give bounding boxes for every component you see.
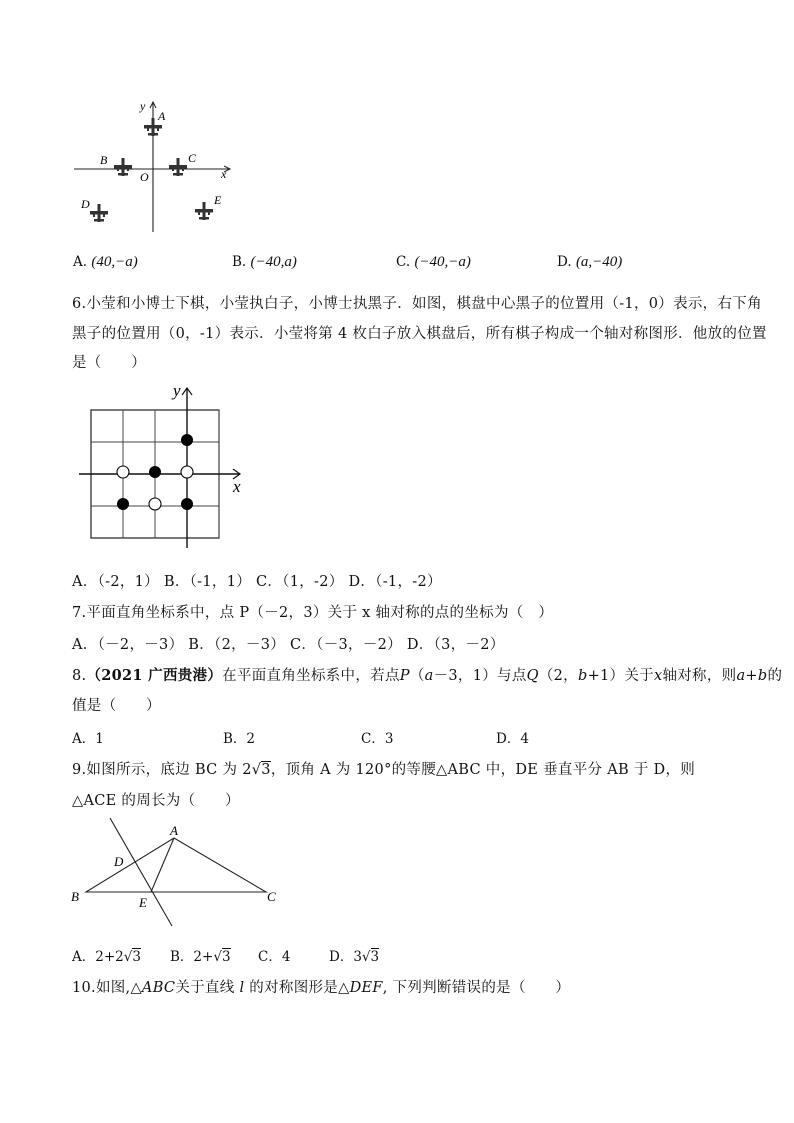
q5-option-c-value: (−40,−a) [414,254,471,270]
q5-option-d [557,254,622,271]
q9-option-b-rad: 3 [221,949,231,965]
q8-point-p: P [399,668,410,684]
plane-e-icon [195,202,213,220]
q8-option-d-letter: D． [496,731,521,747]
q10-text [72,976,570,997]
q8-option-d-value: 4 [520,731,529,747]
q8-var-a: a [424,668,434,684]
q8-text-b: （ [409,668,425,684]
black-stone [117,498,129,510]
q5-option-a-value: (40,−a) [91,254,138,270]
q5-plane-e-label: E [214,193,222,207]
q9-option-c [258,945,290,965]
q9-option-a-rad: 3 [132,949,141,965]
q8-sum-plus: + [745,668,758,684]
q9-text-b: ，顶角 A 为 120°的等腰△ABC 中，DE 垂直平分 AB 于 D，则 [270,762,696,778]
q8-point-q: Q [526,668,539,684]
q5-y-label: y [140,99,146,113]
q8-option-c [361,727,393,747]
black-stone [181,434,193,446]
q5-option-b-letter: B. [232,254,247,270]
q10-text-c: 的对称图形是△ [249,980,350,996]
q8-option-a-letter: A． [72,731,96,747]
q7-text: 7.平面直角坐标系中，点 P（－2，3）关于 x 轴对称的点的坐标为（ ） [72,605,554,621]
q8-x-axis-name: x [653,668,663,684]
q5-option-a-letter: A. [73,254,88,270]
q9-option-c-pre: 4 [281,949,291,965]
q9-option-c-letter: C． [258,949,282,965]
q8-option-d [496,727,529,747]
q9-text-line1 [72,758,695,779]
q8-text-d: （2， [538,668,578,684]
q9-option-a: A．2+2√3 [72,949,141,965]
q8-text-g: 的 [767,668,783,684]
q5-x-label: x [221,167,227,181]
plane-d-icon [90,204,108,222]
black-stone [181,498,193,510]
q5-option-c-letter: C. [396,254,411,270]
q8-var-b: b [577,668,588,684]
q9-label-d: D [114,854,124,869]
q8-text-c: －3，1）与点 [433,668,527,684]
q8-text-line2: 值是（ ） [72,698,161,714]
q9-label-b: B [71,889,79,904]
q8-option-b-value: 2 [246,731,256,747]
q9-option-a-pre: 2+2 [95,949,124,965]
q8-text-e: +1）关于 [587,668,654,684]
q8-text-a: 在平面直角坐标系中，若点 [222,668,400,684]
q5-plane-d-label: D [81,197,90,211]
q5-option-b-value: (−40,a) [250,254,297,270]
q9-option-d-rad: 3 [370,949,380,965]
black-stone [149,466,161,478]
q5-option-d-letter: D. [557,254,572,270]
q9-option-b-pre: 2+ [193,949,214,965]
white-stone [149,498,161,510]
q9-triangle-figure [66,816,286,934]
q5-option-a [73,254,138,271]
q5-plane-b-label: B [100,153,108,167]
q8-option-a [72,727,104,747]
q5-figure [70,96,240,236]
q5-plane-c-label: C [188,151,197,165]
white-stone [181,466,193,478]
q6-go-board-figure [76,380,256,552]
q10-text-a: 10.如图,△ [72,980,142,996]
q5-origin-label: O [140,170,149,184]
q5-option-b [232,254,297,271]
q9-root-coef: 2 [242,762,252,778]
q9-option-d: D．3√3 [329,949,380,965]
q6-text-line3: 是（ ） [72,355,146,371]
q9-label-c: C [267,889,276,904]
q9-option-b-letter: B． [170,949,194,965]
q10-text-b: 关于直线 [175,980,235,996]
q10-triangle-def: DEF [349,980,383,996]
q8-number: 8. [72,668,87,684]
q6-text-line1: 6.小莹和小博士下棋，小莹执白子，小博士执黑子．如图，棋盘中心黑子的位置用（-1，0）表示，右下角 [72,296,762,312]
q8-option-c-value: 3 [384,731,394,747]
q9-label-a: A [170,823,178,838]
q6-options: A．（-2，1） B．（-1，1） C．（1，-2） D．（-1，-2） [72,574,442,590]
q8-text-f: 轴对称，则 [662,668,737,684]
q8-option-b-letter: B． [223,731,247,747]
q9-segment-ae [151,838,174,892]
q9-text-a: 9.如图所示，底边 BC 为 [72,762,238,778]
q9-triangle-abc [86,838,266,892]
q6-y-label: y [173,381,181,400]
q8-text-line1 [72,664,782,685]
q8-option-a-value: 1 [95,731,104,747]
q9-base-length: 2√3 [242,762,271,778]
q8-source: （2021 广西贵港） [86,667,223,684]
plane-b-icon [114,158,132,176]
q9-label-e: E [139,895,147,910]
q6-text-line2: 黑子的位置用（0，-1）表示．小莹将第 4 枚白子放入棋盘后，所有棋子构成一个轴对称图形．他放的位置 [72,326,767,342]
q9-text-line2: △ACE 的周长为（ ） [72,793,240,809]
q6-x-label: x [233,477,241,496]
q10-text-d: , 下列判断错误的是（ ） [382,980,571,996]
q5-plane-a-label: A [158,109,166,123]
q8-sum-b: b [757,668,768,684]
q8-option-c-letter: C． [361,731,385,747]
q5-option-c [396,254,471,271]
white-stone [117,466,129,478]
q8-option-b [223,727,255,747]
q9-option-d-pre: 3 [353,949,362,965]
q10-line-l: l [239,980,245,996]
q5-option-d-value: (a,−40) [575,254,623,270]
q9-root-radicand: 3 [261,762,271,778]
q9-option-b: B．2+√3 [170,949,231,965]
q10-triangle-abc: ABC [141,980,176,996]
plane-c-icon [169,158,187,176]
q8-sum-a: a [736,668,746,684]
q9-option-d-letter: D． [329,949,354,965]
q7-options: A．（－2，－3） B．（2，－3） C．（－3，－2） D．（3，－2） [72,637,505,653]
q9-option-a-letter: A． [72,949,96,965]
